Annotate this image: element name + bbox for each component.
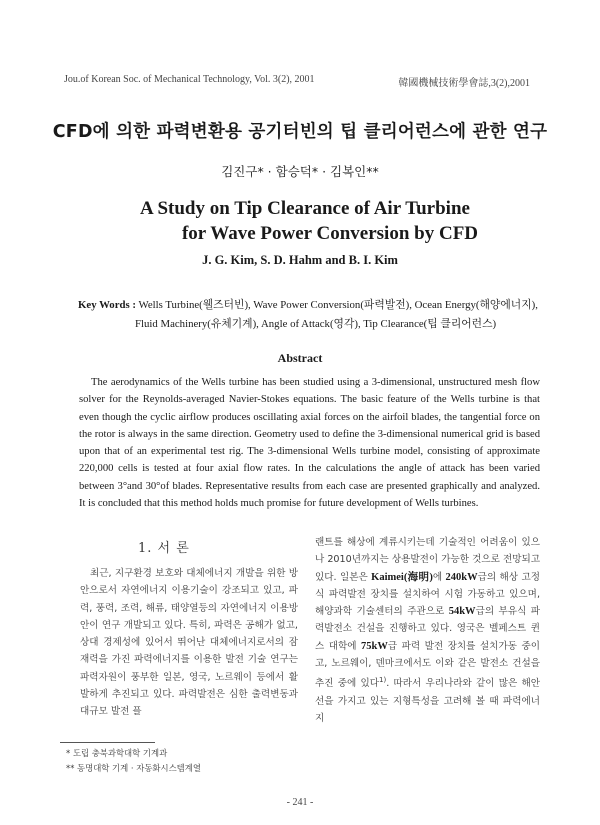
keywords-block bbox=[78, 296, 558, 334]
body-column-left bbox=[80, 565, 298, 721]
body-right-part6: . 따라서 우리나라와 같이 많은 해안선을 가지고 있는 지형특성을 고려해 볼 때 파력에너지 bbox=[315, 678, 540, 725]
keywords-line1 bbox=[78, 296, 558, 315]
authors-english: J. G. Kim, S. D. Hahm and B. I. Kim bbox=[202, 253, 398, 267]
body-column-right bbox=[315, 534, 540, 727]
abstract-heading: Abstract bbox=[277, 351, 323, 365]
journal-header-right: 韓國機械技術學會誌,3(2),2001 bbox=[398, 78, 530, 89]
keywords-label: Key Words : bbox=[78, 299, 136, 311]
body-right-part3: 급의 해상 고정식 파력발전 장치를 설치하여 시험 가동하고 있으며, 해양과학 기술센터의 주관으로 bbox=[315, 571, 540, 618]
page-number: - 241 - bbox=[286, 797, 314, 808]
footnote-divider bbox=[60, 742, 155, 743]
citation-1: 1) bbox=[379, 676, 387, 685]
body-paragraph-left: 최근, 지구환경 보호와 대체에너지 개발을 위한 방안으로서 자연에너지 이용기술이 강조되고 있고, 파력, 풍력, 조력, 해류, 태양열등의 자연에너지 이용방안이 연구 개발되고 있다. 특히, 파력은 공해가 없고, 상대 경제성에 있어서 뛰어난 대체에너지로서의 잠재력을 가진 파력에너지를 이용한 발전 기술 연구는 파력자원이 풍부한 일본, 영국, 노르웨이 등에서 활발하게 추진되고 있다. 파력발전은 심한 출력변동과 대규모 발전 플 bbox=[80, 568, 298, 718]
authors-korean: 김진구* · 함승덕* · 김복인** bbox=[221, 164, 379, 179]
body-right-kw240: 240kW bbox=[445, 571, 478, 583]
abstract-text: The aerodynamics of the Wells turbine has been studied using a 3-dimensional, unstructured mesh flow solver for the Reynolds-averaged Navier-Stokes equations. The basic feature of the Wells turbine is that even though the cyclic airflow produces oscillating axial forces on the airfoil blades, the tangential force on the rotor is always in the same direction. Geometry used to define the 3-dimensional numerical grid is based upon that of an experimental test rig. The 3-dimensional Wells turbine model, consisting of approximate 220,000 cells is tested at four axial flow rates. In the calculations the angle of attack has been varied between 3°and 30°of blades. Representative results from each case are presented graphically and analyzed. It is concluded that this method holds much promise for future development of Wells turbines. bbox=[79, 377, 540, 510]
paper-title-korean: CFD에 의한 파력변환용 공기터빈의 팁 클리어런스에 관한 연구 bbox=[52, 122, 548, 142]
body-paragraph-right bbox=[315, 534, 540, 727]
body-right-part2: 에 bbox=[432, 571, 446, 583]
keywords-text-2: Fluid Machinery(유체기계), Angle of Attack(영각), Tip Clearance(팁 클리어런스) bbox=[135, 318, 497, 330]
footnote-affiliation-1: * 도립 충북과학대학 기계과 bbox=[66, 748, 168, 758]
body-right-kw75: 75kW bbox=[361, 640, 388, 652]
keywords-text-1: Wells Turbine(웰즈터빈), Wave Power Conversion(파력발전), Ocean Energy(해양에너지), bbox=[138, 299, 538, 311]
journal-header-left: Jou.of Korean Soc. of Mechanical Technology, Vol. 3(2), 2001 bbox=[64, 74, 315, 85]
paper-title-english bbox=[0, 196, 600, 246]
footnote-affiliation-2: ** 동명대학 기계 · 자동화시스템계열 bbox=[66, 763, 201, 773]
body-right-kaimei: Kaimei(海明) bbox=[371, 571, 433, 583]
paper-title-english-line1: A Study on Tip Clearance of Air Turbine bbox=[140, 198, 470, 219]
body-right-part4: 급의 부유식 파력발전소 건설을 진행하고 있다. 영국은 벨페스트 퀸스 대학에 bbox=[315, 606, 540, 652]
section-heading-introduction: 1. 서 론 bbox=[138, 541, 190, 556]
body-right-part5: 급 파력 발전 장치를 설치가동 중이고, 노르웨이, 덴마크에서도 이와 같은 발전소 건설을 추진 중에 있다 bbox=[315, 640, 541, 690]
body-right-part1: 랜트를 해상에 계류시키는데 기술적인 어려움이 있으나 2010년까지는 상용발전이 가능한 것으로 전망되고 있다. 일본은 bbox=[315, 537, 541, 583]
body-right-kw54: 54kW bbox=[448, 606, 476, 618]
paper-title-english-line2: for Wave Power Conversion by CFD bbox=[181, 223, 479, 244]
